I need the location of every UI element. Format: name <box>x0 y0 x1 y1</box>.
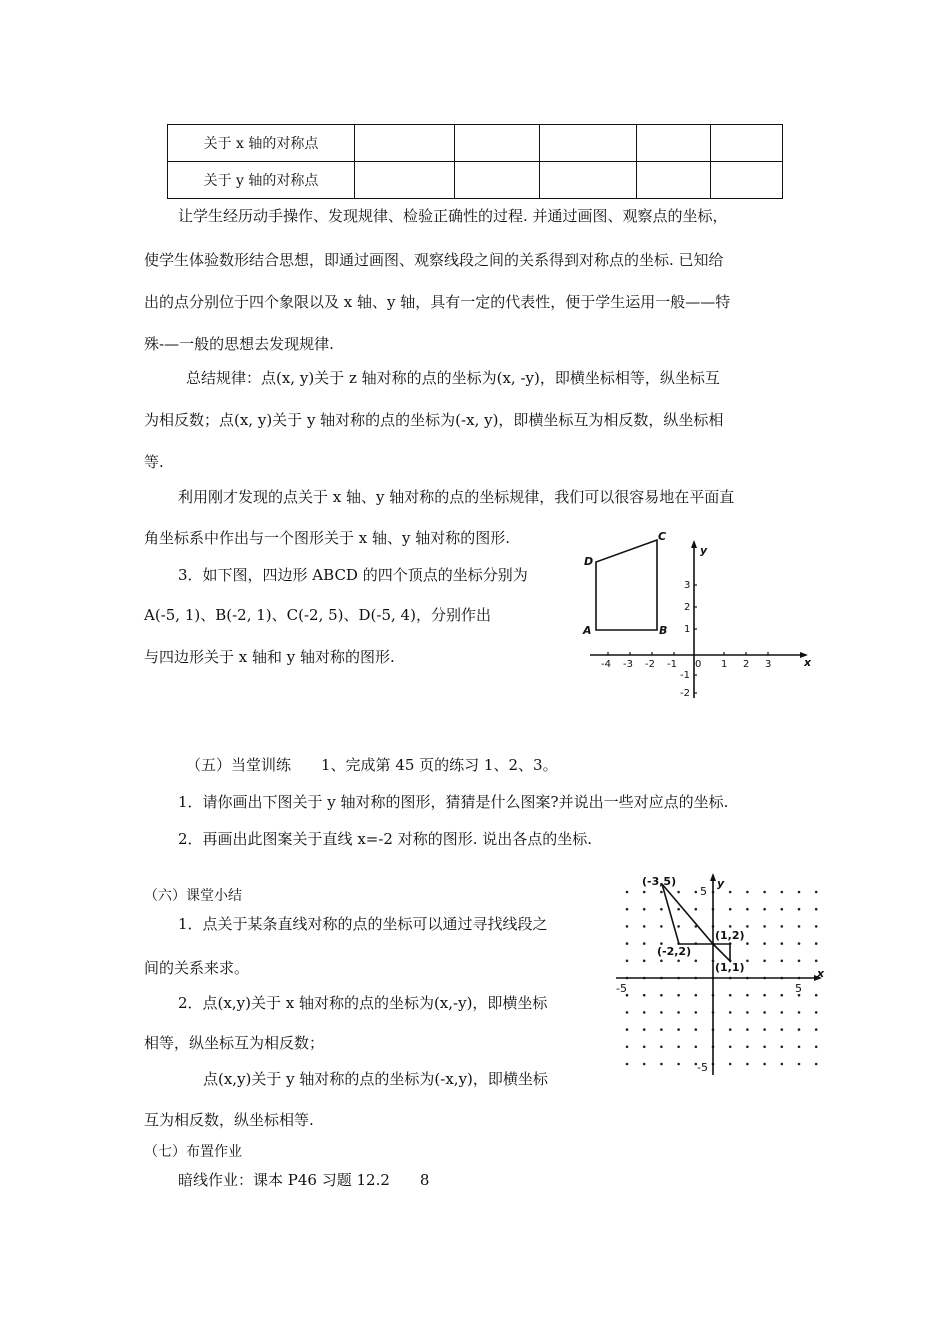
grid-dot <box>626 1011 629 1014</box>
grid-dot <box>746 994 749 997</box>
grid-dot <box>763 960 766 963</box>
grid-dot <box>643 942 646 945</box>
grid-dot <box>763 925 766 928</box>
row-label: 关于 y 轴的对称点 <box>168 162 355 199</box>
grid-dot <box>729 1063 732 1066</box>
grid-dot <box>626 908 629 911</box>
grid-dot <box>729 994 732 997</box>
grid-dot <box>677 908 680 911</box>
grid-dot <box>643 891 646 894</box>
grid-dot <box>729 891 732 894</box>
grid-dot <box>746 908 749 911</box>
grid-dot <box>677 925 680 928</box>
quadrilateral-figure <box>578 528 818 708</box>
grid-dot <box>798 925 801 928</box>
grid-dot <box>815 994 818 997</box>
table-cell <box>355 162 455 199</box>
grid-dot <box>781 891 784 894</box>
table-cell <box>711 162 783 199</box>
grid-dot <box>643 908 646 911</box>
point-label: (1,1) <box>715 961 745 974</box>
grid-dot <box>815 942 818 945</box>
grid-dot <box>763 994 766 997</box>
grid-dot <box>660 891 663 894</box>
grid-dot <box>729 1011 732 1014</box>
point-label: (-2,2) <box>657 945 692 958</box>
grid-dot <box>729 1028 732 1031</box>
grid-dot <box>729 908 732 911</box>
grid-dot <box>798 1046 801 1049</box>
paragraph-line: 利用刚才发现的点关于 x 轴、y 轴对称的点的坐标规律，我们可以很容易地在平面直 <box>178 488 735 506</box>
grid-dot <box>781 908 784 911</box>
grid-dot <box>746 1028 749 1031</box>
grid-dot <box>781 1046 784 1049</box>
grid-dot <box>643 994 646 997</box>
grid-dot <box>781 994 784 997</box>
grid-dot <box>677 1028 680 1031</box>
grid-dot <box>660 925 663 928</box>
y-tick-label: -2 <box>680 688 690 699</box>
grid-dot <box>781 942 784 945</box>
vertex-a-label: A <box>583 624 592 637</box>
table-cell <box>540 162 637 199</box>
x-axis-label: x <box>804 656 812 669</box>
y-tick-label: 1 <box>684 624 691 635</box>
grid-dot <box>746 1011 749 1014</box>
exercise-item: 2．再画出此图案关于直线 x=-2 对称的图形. 说出各点的坐标. <box>178 830 593 848</box>
paragraph-line: 使学生体验数形结合思想，即通过画图、观察线段之间的关系得到对称点的坐标. 已知给 <box>144 251 724 269</box>
grid-dot <box>660 1011 663 1014</box>
row-label: 关于 x 轴的对称点 <box>168 125 355 162</box>
y-axis-arrow <box>691 540 697 548</box>
paragraph-line: 为相反数；点(x, y)关于 y 轴对称的点的坐标为(-x, y)，即横坐标互为相反数，纵坐标相 <box>144 411 724 429</box>
tick-label: 5 <box>795 982 802 995</box>
grid-dot <box>746 925 749 928</box>
summary-line: 点(x,y)关于 y 轴对称的点的坐标为(-x,y)，即横坐标 <box>203 1070 548 1088</box>
grid-dot <box>763 1011 766 1014</box>
section-seven-heading: （七）布置作业 <box>144 1144 242 1160</box>
grid-dot <box>660 908 663 911</box>
tick-label: 5 <box>700 885 707 898</box>
grid-dot <box>815 891 818 894</box>
vertex-b-label: B <box>659 624 668 637</box>
grid-dot <box>746 891 749 894</box>
grid-dot <box>677 960 680 963</box>
grid-dot <box>815 1028 818 1031</box>
paragraph-line: 等. <box>144 453 164 471</box>
vertex-d-label: D <box>584 555 594 568</box>
grid-dot <box>677 1011 680 1014</box>
grid-dot <box>643 1063 646 1066</box>
symmetry-point-table <box>167 124 783 199</box>
grid-dot <box>677 891 680 894</box>
x-tick-label: 1 <box>721 659 728 670</box>
paragraph-line: 总结规律：点(x, y)关于 z 轴对称的点的坐标为(x, -y)，即横坐标相等，纵坐标互 <box>186 369 720 387</box>
summary-line: 互为相反数，纵坐标相等. <box>144 1111 314 1129</box>
grid-dot <box>798 960 801 963</box>
quadrilateral-abcd <box>596 540 657 630</box>
table-cell <box>711 125 783 162</box>
grid-dot <box>798 891 801 894</box>
paragraph-line: 出的点分别位于四个象限以及 x 轴、y 轴，具有一定的代表性，便于学生运用一般——特 <box>144 293 731 311</box>
grid-dot <box>763 908 766 911</box>
y-axis-label: y <box>700 544 708 557</box>
small-triangle-shape <box>713 944 730 961</box>
section-five-heading: （五）当堂训练 1、完成第 45 页的练习 1、2、3。 <box>186 756 558 774</box>
grid-dot <box>626 960 629 963</box>
grid-dot <box>660 1063 663 1066</box>
grid-dot <box>660 994 663 997</box>
grid-dot <box>643 925 646 928</box>
grid-dot <box>695 1046 698 1049</box>
y-tick-label: 2 <box>684 602 691 613</box>
grid-dot <box>798 908 801 911</box>
grid-dot <box>763 1046 766 1049</box>
grid-dot <box>643 1028 646 1031</box>
table-cell <box>540 125 637 162</box>
table-cell <box>637 125 711 162</box>
grid-dot <box>643 1046 646 1049</box>
grid-dot <box>626 891 629 894</box>
grid-dot <box>781 925 784 928</box>
grid-dot <box>815 925 818 928</box>
grid-dot <box>781 1011 784 1014</box>
paragraph-line: 与四边形关于 x 轴和 y 轴对称的图形. <box>144 648 395 666</box>
grid-dot <box>746 960 749 963</box>
paragraph-line: 让学生经历动手操作、发现规律、检验正确性的过程. 并通过画图、观察点的坐标， <box>178 207 728 225</box>
grid-dot <box>815 960 818 963</box>
grid-dot <box>626 1028 629 1031</box>
homework-line: 暗线作业：课本 P46 习题 12.2 8 <box>178 1171 430 1189</box>
table-cell <box>355 125 455 162</box>
point-label: (1,2) <box>715 929 745 942</box>
grid-dot <box>626 925 629 928</box>
grid-dot <box>677 1063 680 1066</box>
grid-dot <box>695 994 698 997</box>
table-cell <box>637 162 711 199</box>
summary-line: 相等，纵坐标互为相反数； <box>144 1034 325 1052</box>
x-tick-label: -3 <box>623 659 633 670</box>
grid-dot <box>626 1046 629 1049</box>
grid-dot <box>815 1011 818 1014</box>
grid-dot <box>815 908 818 911</box>
grid-dot <box>643 960 646 963</box>
x-axis-label: x <box>817 967 825 980</box>
paragraph-line: 3．如下图，四边形 ABCD 的四个顶点的坐标分别为 <box>178 566 528 584</box>
table-cell <box>455 162 540 199</box>
table-row <box>168 162 783 199</box>
section-six-heading: （六）课堂小结 <box>144 888 242 904</box>
grid-dot <box>763 942 766 945</box>
grid-dot <box>729 925 732 928</box>
vertex-c-label: C <box>658 530 667 543</box>
grid-dot <box>695 891 698 894</box>
grid-dot <box>626 942 629 945</box>
grid-triangle-figure <box>612 865 828 1080</box>
grid-dot <box>815 1046 818 1049</box>
grid-dot <box>763 1063 766 1066</box>
grid-dot <box>660 1028 663 1031</box>
table-row <box>168 125 783 162</box>
grid-dot <box>746 1046 749 1049</box>
x-tick-label: 0 <box>695 659 702 670</box>
grid-dot <box>781 1028 784 1031</box>
x-tick-label: 3 <box>765 659 772 670</box>
y-axis-label: y <box>717 877 725 890</box>
grid-dot <box>695 960 698 963</box>
y-tick-label: -1 <box>680 670 690 681</box>
grid-dot <box>729 1046 732 1049</box>
y-axis-arrow <box>710 873 716 881</box>
x-tick-label: 2 <box>743 659 750 670</box>
x-tick-label: -4 <box>601 659 611 670</box>
grid-dot <box>677 1046 680 1049</box>
grid-dot <box>695 908 698 911</box>
grid-dot <box>763 1028 766 1031</box>
grid-dot <box>677 994 680 997</box>
x-tick-label: -2 <box>645 659 655 670</box>
grid-dot <box>746 1063 749 1066</box>
grid-dot <box>626 1063 629 1066</box>
grid-dot <box>660 1046 663 1049</box>
grid-dot <box>695 1028 698 1031</box>
exercise-item: 1．请你画出下图关于 y 轴对称的图形，猜猜是什么图案?并说出一些对应点的坐标. <box>178 793 729 811</box>
paragraph-line: 角坐标系中作出与一个图形关于 x 轴、y 轴对称的图形. <box>144 529 511 547</box>
grid-dot <box>781 960 784 963</box>
table-cell <box>455 125 540 162</box>
tick-label: -5 <box>697 1061 708 1074</box>
grid-dot <box>798 1063 801 1066</box>
paragraph-line: A(-5, 1)、B(-2, 1)、C(-2, 5)、D(-5, 4)，分别作出 <box>144 606 491 624</box>
grid-dot <box>746 942 749 945</box>
grid-dot <box>660 960 663 963</box>
y-tick-label: 3 <box>684 580 691 591</box>
grid-dot <box>798 942 801 945</box>
x-tick-label: -1 <box>667 659 677 670</box>
grid-dot <box>798 1011 801 1014</box>
grid-dot <box>643 1011 646 1014</box>
grid-dot <box>815 1063 818 1066</box>
tick-label: -5 <box>616 982 627 995</box>
grid-dot <box>695 1011 698 1014</box>
summary-line: 2．点(x,y)关于 x 轴对称的点的坐标为(x,-y)，即横坐标 <box>178 994 548 1012</box>
summary-line: 间的关系来求。 <box>144 959 250 977</box>
grid-dot <box>798 1028 801 1031</box>
grid-dot <box>763 891 766 894</box>
paragraph-line: 殊-—一般的思想去发现规律. <box>144 335 334 353</box>
point-label: (-3,5) <box>642 875 677 888</box>
grid-dot <box>781 1063 784 1066</box>
summary-line: 1．点关于某条直线对称的点的坐标可以通过寻找线段之 <box>178 915 548 933</box>
